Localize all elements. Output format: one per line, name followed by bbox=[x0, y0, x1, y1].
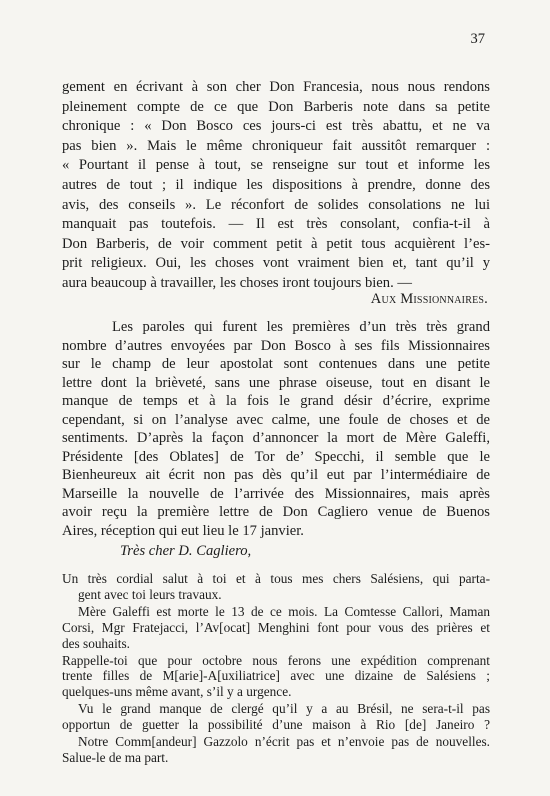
letter-line: quelques-uns même avant, s’il y a urgence. bbox=[62, 684, 292, 700]
paragraph-intro bbox=[62, 318, 490, 540]
letter-line: des souhaits. bbox=[62, 635, 130, 651]
text-line: pas bien ». Mais le même chroniqueur fait aussitôt remarquer : bbox=[62, 137, 490, 154]
text-line: manque de temps et à la fois le grand désir d’écrire, exprime bbox=[62, 393, 490, 409]
paragraph-continuation bbox=[62, 78, 490, 294]
text-line: Marseille la nouvelle de l’arrivée des Missionnaires, mais après bbox=[62, 485, 490, 502]
letter-line: Vu le grand manque de clergé qu’il y a au Brésil, ne sera-t-il pas bbox=[78, 701, 490, 717]
text-line: cependant, si on l’analyse avec calme, une foule de choses et de bbox=[62, 411, 490, 428]
text-line: chronique : « Don Bosco ces jours-ci est très abattu, et ne va bbox=[62, 118, 490, 135]
letter-line: Salue-le de ma part. bbox=[62, 749, 169, 765]
text-line: Présidente [des Oblates] de Tor de’ Specchi, il semble que le bbox=[62, 448, 490, 465]
letter-body bbox=[62, 571, 490, 766]
text-line: nombre d’autres envoyées par Don Bosco à ses fils Missionnaires bbox=[62, 337, 490, 354]
text-line: gement en écrivant à son cher Don Francesia, nous nous rendons bbox=[62, 79, 490, 95]
letter-line: gent avec toi leurs travaux. bbox=[78, 586, 222, 602]
text-line: avoir reçu la première lettre de Don Cagliero venue de Buenos bbox=[62, 504, 490, 520]
text-line: sur le champ de leur apostolat sont contenues dans une petite bbox=[62, 356, 490, 372]
text-line: prit religieux. Oui, les choses vont vraiment bien et, tant qu’il y bbox=[62, 255, 490, 272]
text-line: sentiments. D’après la façon d’annoncer la mort de Mère Galeffi, bbox=[62, 430, 490, 446]
text-line: autres de tout ; il indique les dispositions à prendre, donne des bbox=[62, 176, 490, 193]
text-line: manquait pas toutefois. — Il est très consolant, confia-t-il à bbox=[62, 216, 490, 233]
letter-line: opportun de guetter la possibilité d’une maison à Rio [de] Janeiro ? bbox=[62, 717, 490, 733]
letter-line: Notre Comm[andeur] Gazzolo n’écrit pas et n’envoie pas de nouvelles. bbox=[78, 734, 490, 750]
letter-line: Mère Galeffi est morte le 13 de ce mois. La Comtesse Callori, Maman bbox=[78, 603, 490, 619]
letter-line: Un très cordial salut à toi et à tous mes chers Salésiens, qui parta- bbox=[62, 571, 490, 586]
section-heading bbox=[371, 291, 488, 308]
text-line: avis, des conseils ». Le réconfort de solides consolations ne lui bbox=[62, 196, 490, 213]
letter-line: Rappelle-toi que pour octobre nous ferons une expédition comprenant bbox=[62, 652, 490, 668]
letter-salutation: Très cher D. Cagliero, bbox=[120, 543, 252, 559]
text-line: Don Barberis, de voir comment petit à petit tous acquièrent l’es- bbox=[62, 235, 490, 252]
text-line: pleinement compte de ce que Don Barberis note dans sa petite bbox=[62, 98, 490, 115]
section-heading-text: Aux Missionnaires. bbox=[370, 291, 488, 307]
text-line: aura beaucoup à travailler, les choses iront toujours bien. — bbox=[62, 274, 412, 291]
text-line: Les paroles qui furent les premières d’un très très grand bbox=[112, 319, 490, 335]
text-line: « Pourtant il pense à tout, se renseigne sur tout et informe les bbox=[62, 157, 490, 174]
text-line: Bienheureux ait écrit non pas dès qu’il eut par l’intermédiaire de bbox=[62, 467, 490, 483]
letter-line: trente filles de M[arie]-A[uxiliatrice] avec une dizaine de Salésiens ; bbox=[62, 668, 490, 684]
text-line: Aires, réception qui eut lieu le 17 janvier. bbox=[62, 522, 304, 539]
page-number: 37 bbox=[470, 31, 485, 47]
text-line: lettre dont la brièveté, sans une phrase oiseuse, tout en disant le bbox=[62, 374, 490, 391]
letter-line: Corsi, Mgr Fratejacci, l’Av[ocat] Menghini font pour vous des prières et bbox=[62, 619, 490, 635]
